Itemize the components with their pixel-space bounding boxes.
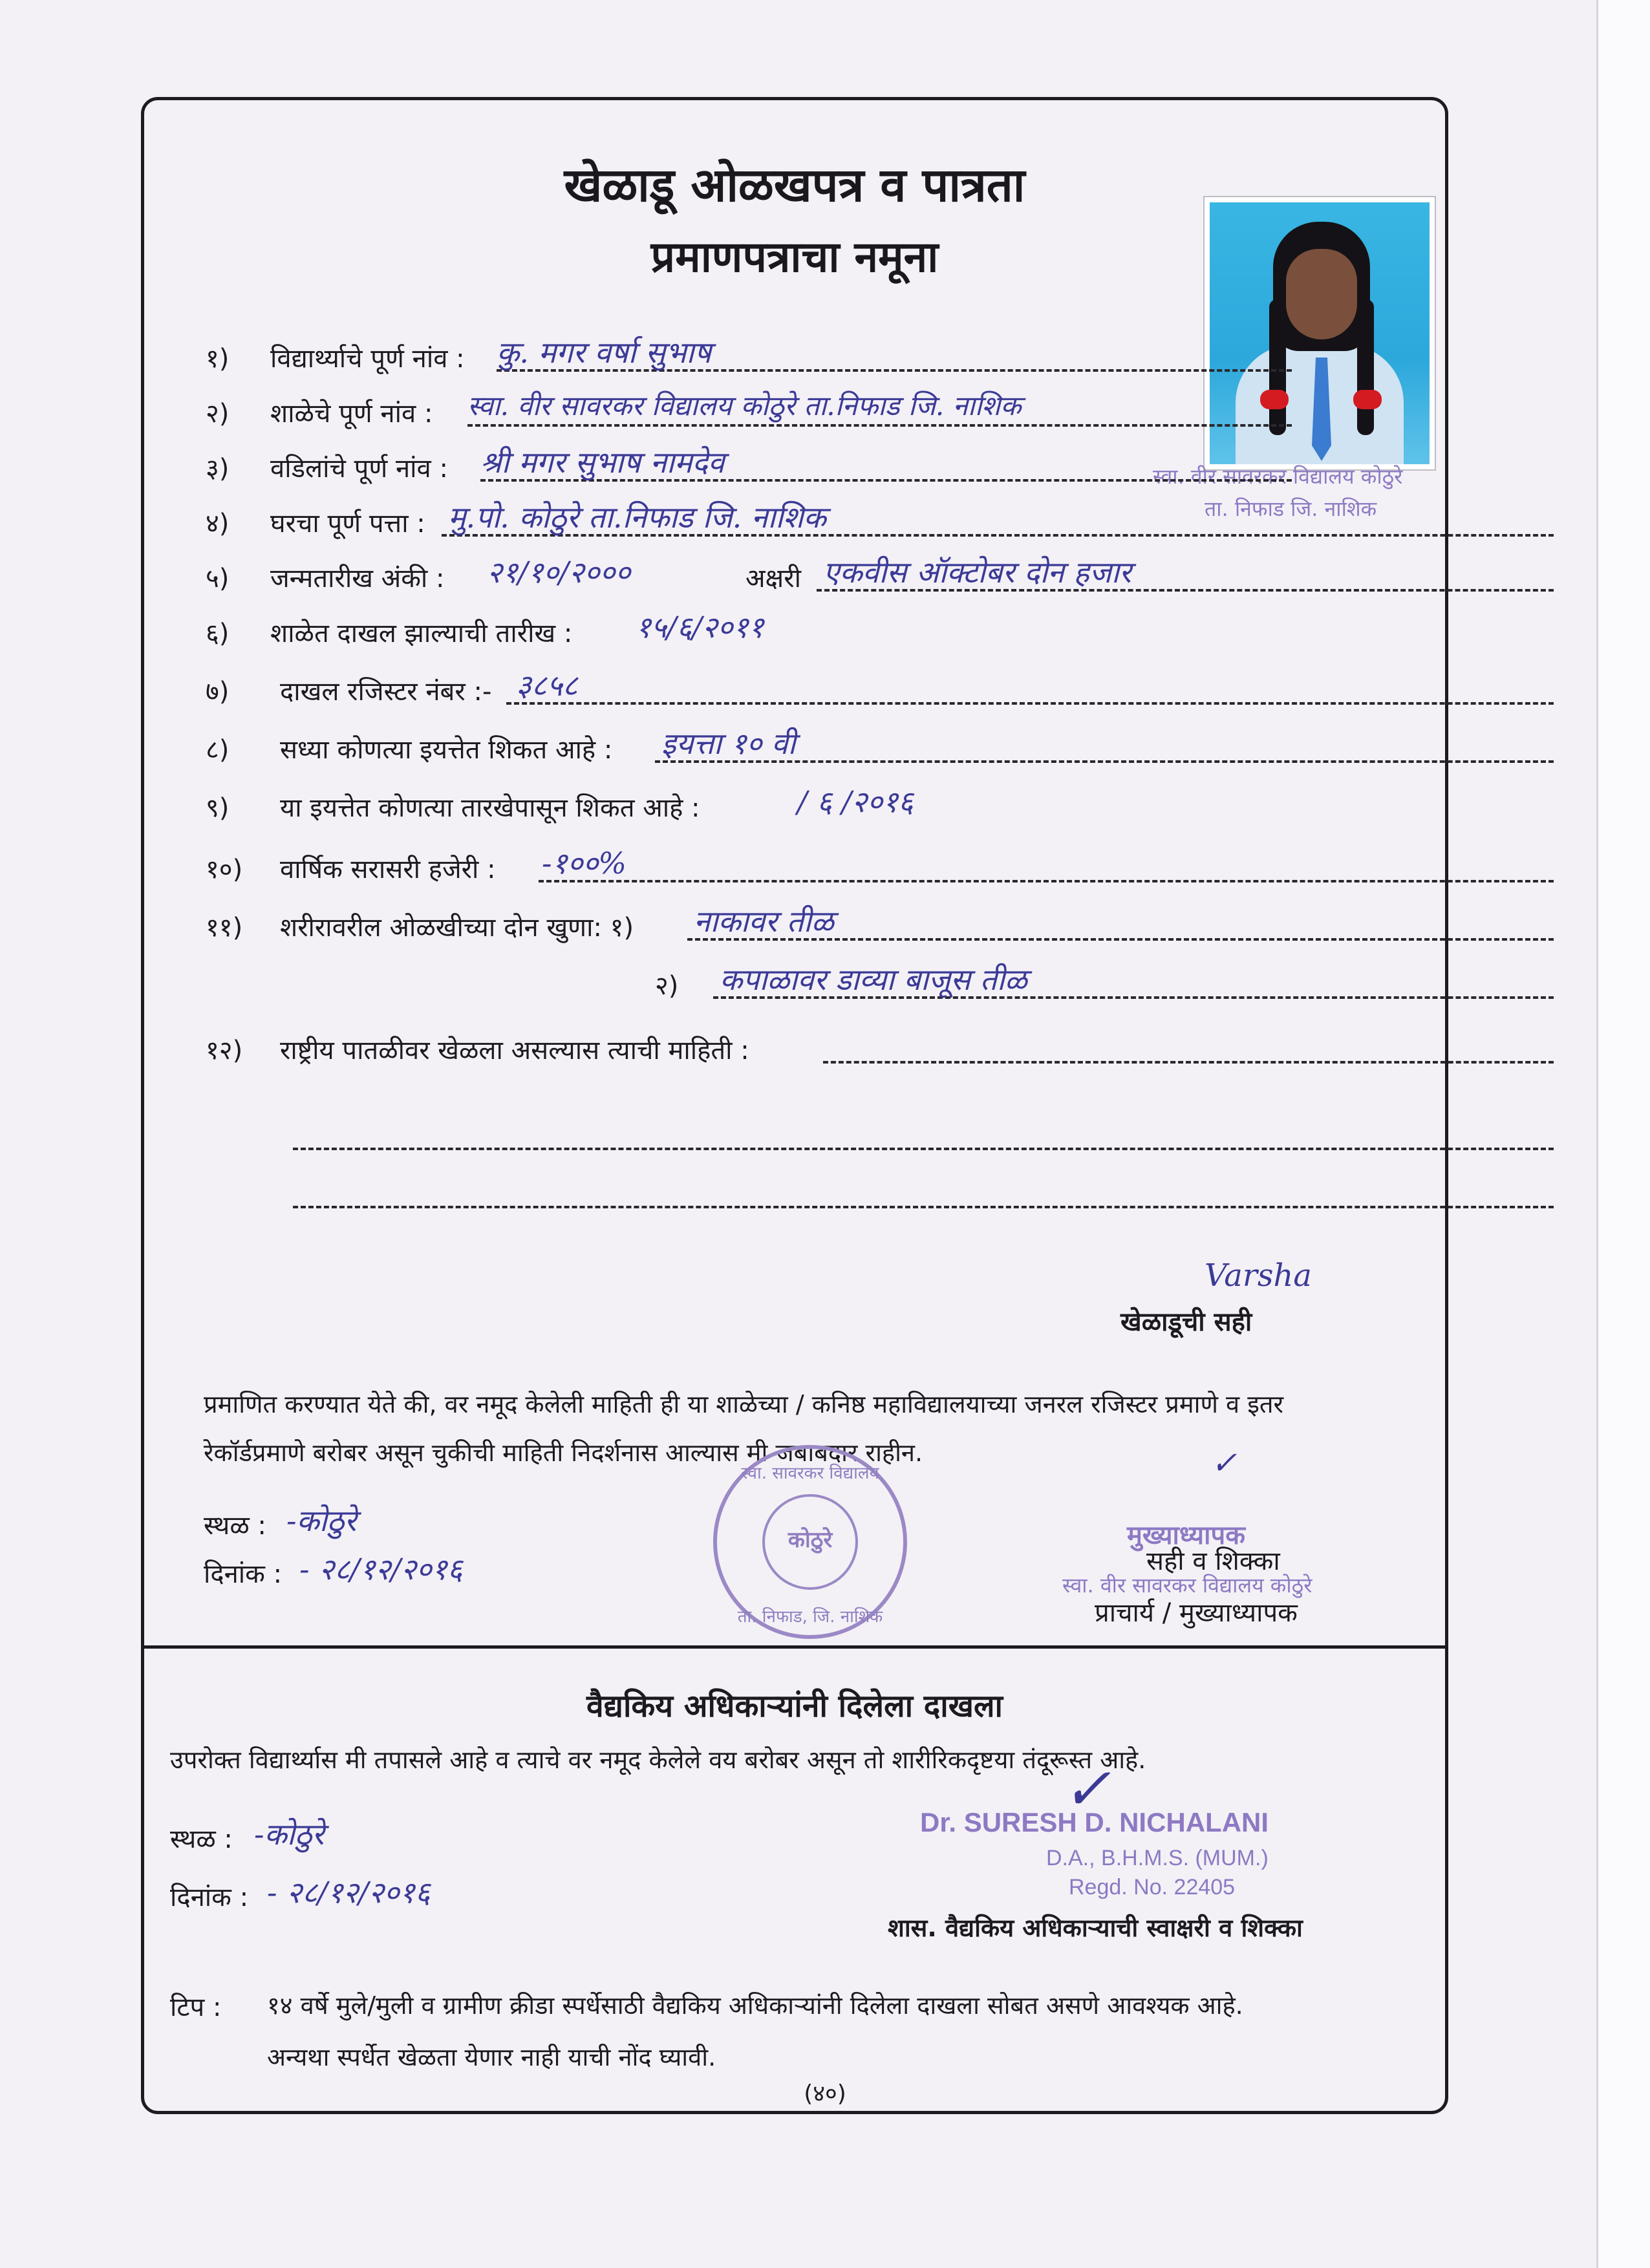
blank-line-1 bbox=[293, 1148, 1554, 1150]
note-line-2: अन्यथा स्पर्धेत खेळता येणार नाही याची नोंद घ्यावी. bbox=[267, 2043, 716, 2071]
principal-designation: प्राचार्य / मुख्याध्यापक bbox=[1095, 1598, 1298, 1628]
photo-stamp-school: स्वा. वीर सावरकर विद्यालय कोठुरे bbox=[1153, 464, 1403, 489]
field-row-father-name: ३) वडिलांचे पूर्ण नांव : श्री मगर सुभाष नामदेव bbox=[144, 443, 1445, 501]
principal-sign-label: सही व शिक्का bbox=[1146, 1546, 1280, 1576]
certificate-frame bbox=[141, 97, 1448, 2114]
field-row-class-since: ९) या इयत्तेत कोणत्या तारखेपासून शिकत आहे : / ६ /२०१६ bbox=[144, 782, 1445, 840]
field-row-school-name: २) शाळेचे पूर्ण नांव : स्वा. वीर सावरकर विद्यालय कोठुरे ता.निफाड जि. नाशिक bbox=[144, 388, 1445, 446]
paper-edge bbox=[1596, 0, 1650, 2268]
field-row-identification-mark-2: २) कपाळावर डाव्या बाजूस तीळ bbox=[144, 960, 1445, 1018]
blank-line-2 bbox=[293, 1206, 1554, 1208]
certification-line-1: प्रमाणित करण्यात येते की, वर नमूद केलेली माहिती ही या शाळेच्या / कनिष्ठ महाविद्यालयाच्या जनरल रजिस्टर प्रमाणे व इतर bbox=[204, 1390, 1284, 1418]
field-row-address: ४) घरचा पूर्ण पत्ता : मु.पो. कोठुरे ता.निफाड जि. नाशिक bbox=[144, 498, 1445, 556]
principal-stamp-title: मुख्याध्यापक bbox=[1127, 1521, 1245, 1550]
current-class-value: इयत्ता १० वी bbox=[661, 726, 796, 761]
cert-date-value: - २८/१२/२०१६ bbox=[299, 1552, 463, 1587]
field-row-national-level: १२) राष्ट्रीय पातळीवर खेळला असल्यास त्याची माहिती : bbox=[144, 1025, 1445, 1083]
medical-date-label: दिनांक : bbox=[170, 1883, 249, 1912]
identification-mark-1-value: नाकावर तीळ bbox=[694, 904, 834, 939]
register-number-value: ३८५८ bbox=[516, 668, 578, 703]
principal-signature-mark: ✓ bbox=[1211, 1445, 1238, 1481]
birthdate-words-value: एकवीस ऑक्टोबर दोन हजार bbox=[823, 555, 1131, 590]
class-since-value: / ६ /२०१६ bbox=[797, 784, 914, 819]
medical-date-value: - २८/१२/२०१६ bbox=[267, 1875, 431, 1910]
doctor-signature-mark: ✓ bbox=[1062, 1755, 1111, 1823]
player-signature: Varsha bbox=[1205, 1257, 1312, 1294]
doctor-sign-label: शास. वैद्यकिय अधिकाऱ्याची स्वाक्षरी व शिक्का bbox=[888, 1914, 1303, 1942]
player-signature-label: खेळाडूची सही bbox=[1120, 1307, 1252, 1337]
section-divider bbox=[144, 1645, 1445, 1649]
form-subtitle: प्रमाणपत्राचा नमूना bbox=[650, 232, 939, 282]
birthdate-figures-value: २१/१०/२००० bbox=[487, 555, 631, 590]
doctor-name: Dr. SURESH D. NICHALANI bbox=[920, 1807, 1269, 1837]
cert-place-label: स्थळ : bbox=[204, 1511, 266, 1541]
principal-stamp-school: स्वा. वीर सावरकर विद्यालय कोठुरे bbox=[1062, 1573, 1312, 1598]
field-row-register-number: ७) दाखल रजिस्टर नंबर :- ३८५८ bbox=[144, 666, 1445, 724]
address-value: मु.पो. कोठुरे ता.निफाड जि. नाशिक bbox=[448, 500, 826, 535]
doctor-degree: D.A., B.H.M.S. (MUM.) bbox=[1046, 1846, 1269, 1870]
school-name-value: स्वा. वीर सावरकर विद्यालय कोठुरे ता.निफाड जि. नाशिक bbox=[467, 390, 1022, 422]
certification-line-2: रेकॉर्डप्रमाणे बरोबर असून चुकीची माहिती निदर्शनास आल्यास मी जबाबदार राहीन. bbox=[204, 1439, 923, 1467]
medical-statement: उपरोक्त विद्यार्थ्यास मी तपासले आहे व त्याचे वर नमूद केलेले वय बरोबर असून तो शारीरिकदृष्टया तंदूरूस्त आहे. bbox=[170, 1746, 1146, 1774]
field-row-birthdate: ५) जन्मतारीख अंकी : २१/१०/२००० अक्षरी एकवीस ऑक्टोबर दोन हजार bbox=[144, 553, 1445, 611]
father-name-value: श्री मगर सुभाष नामदेव bbox=[480, 445, 725, 480]
medical-place-value: -कोठुरे bbox=[254, 1817, 325, 1852]
page-number: (४०) bbox=[804, 2081, 846, 2107]
school-round-stamp: स्वा. सावरकर विद्यालय कोठुरे ता. निफाड, जि. नाशिक bbox=[713, 1445, 907, 1639]
form-title: खेळाडू ओळखपत्र व पात्रता bbox=[564, 158, 1025, 212]
note-label: टिप : bbox=[170, 1993, 222, 2022]
cert-place-value: -कोठुरे bbox=[286, 1503, 357, 1538]
field-row-current-class: ८) सध्या कोणत्या इयत्तेत शिकत आहे : इयत्ता १० वी bbox=[144, 724, 1445, 782]
cert-date-label: दिनांक : bbox=[204, 1559, 283, 1589]
doctor-registration: Regd. No. 22405 bbox=[1069, 1875, 1236, 1899]
admission-date-value: १५/६/२०११ bbox=[636, 610, 764, 645]
field-row-attendance: १०) वार्षिक सरासरी हजेरी : -१००% bbox=[144, 844, 1445, 902]
student-name-value: कु. मगर वर्षा सुभाष bbox=[497, 335, 712, 370]
medical-place-label: स्थळ : bbox=[170, 1824, 233, 1854]
field-row-student-name: १) विद्यार्थ्याचे पूर्ण नांव : कु. मगर वर्षा सुभाष bbox=[144, 333, 1445, 391]
photo-stamp-taluka: ता. निफाड जि. नाशिक bbox=[1205, 497, 1377, 521]
medical-heading: वैद्यकिय अधिकाऱ्यांनी दिलेला दाखला bbox=[586, 1688, 1003, 1724]
note-line-1: १४ वर्षे मुले/मुली व ग्रामीण क्रीडा स्पर्धेसाठी वैद्यकिय अधिकाऱ्यांनी दिलेला दाखला सोबत असणे आवश्यक आहे. bbox=[267, 1991, 1243, 2020]
attendance-value: -१००% bbox=[542, 846, 627, 881]
field-row-admission-date: ६) शाळेत दाखल झाल्याची तारीख : १५/६/२०११ bbox=[144, 608, 1445, 666]
field-row-identification-marks: ११) शरीरावरील ओळखीच्या दोन खुणा: १) नाकावर तीळ bbox=[144, 902, 1445, 960]
identification-mark-2-value: कपाळावर डाव्या बाजूस तीळ bbox=[720, 962, 1027, 997]
